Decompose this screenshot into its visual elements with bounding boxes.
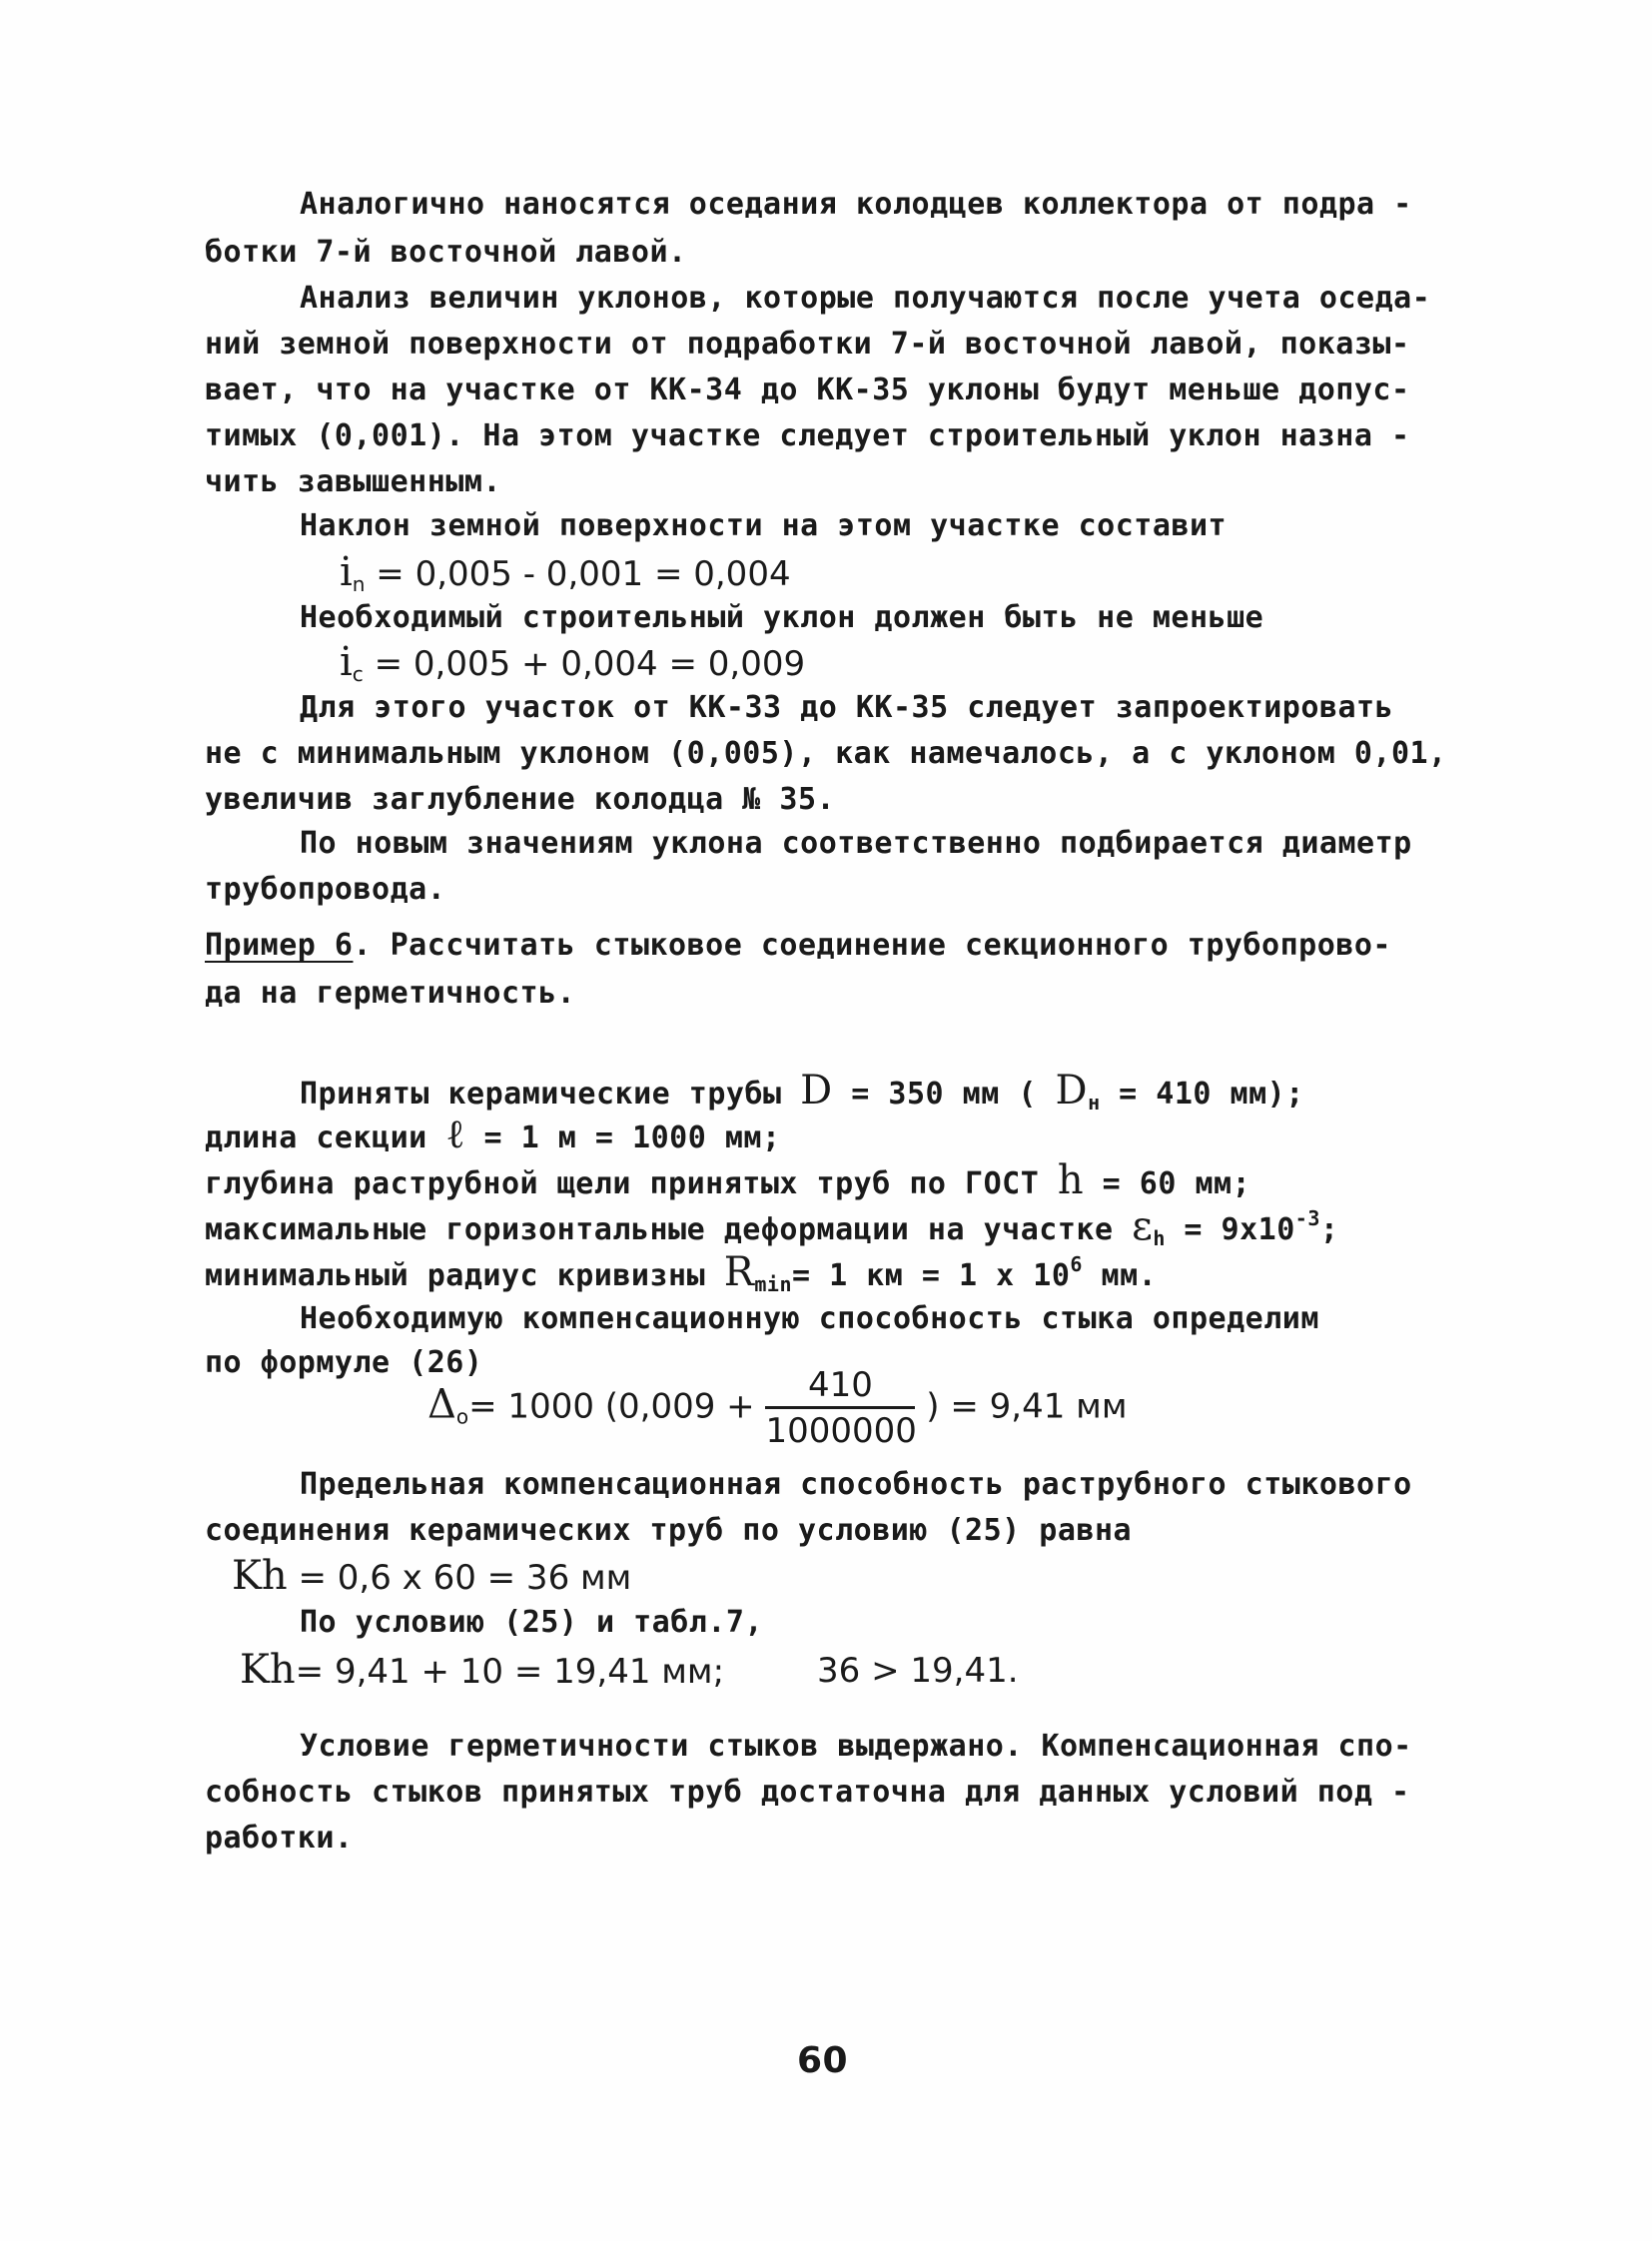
data-line-radius: минимальный радиус кривизны $R_{min}= 1$ км = 1 х $10^6$ мм.: [205, 1249, 1158, 1296]
limit-formula: Kh = 0,6 х 60 = 36 мм: [232, 1553, 632, 1599]
text-line: трубопровода.: [205, 872, 446, 907]
page-number: 60: [797, 2040, 849, 2081]
fraction-bar: [765, 1406, 915, 1409]
text-line: увеличив заглубление колодца № 35.: [205, 782, 836, 817]
data-line-pipes: Приняты керамические трубы D = 350 мм ( $D_н = 410$ мм);: [300, 1068, 1304, 1115]
condition-formula: Kh= 9,41 + 10 = 19,41 мм;: [240, 1647, 725, 1693]
text-line: Анализ величин уклонов, которые получаются после учета оседа-: [300, 281, 1431, 316]
text-line: Предельная компенсационная способность раструбного стыкового: [300, 1467, 1412, 1502]
text-line: Аналогично наносятся оседания колодцев коллектора от подра -: [300, 187, 1412, 222]
text-line: по формуле (26): [205, 1345, 483, 1380]
text-line: Необходимую компенсационную способность стыка определим: [300, 1301, 1319, 1336]
data-line-length: длина секции ℓ = 1 м = 1000 мм;: [205, 1112, 781, 1157]
compensation-formula: $\Delta_о= 1000$ (0,009 + $\frac{410}{1000000}$ ) = 9,41 мм: [427, 1365, 1128, 1451]
data-line-deformation: максимальные горизонтальные деформации на участке $\varepsilon_h = 9x10^{-3}$;: [205, 1203, 1339, 1250]
text-line: не с минимальным уклоном (0,005), как намечалось, а с уклоном 0,01,: [205, 736, 1447, 771]
data-line-depth: глубина раструбной щели принятых труб по ГОСТ h = 60 мм;: [205, 1157, 1251, 1203]
text-line: Условие герметичности стыков выдержано. Компенсационная спо-: [300, 1729, 1412, 1764]
text-line: соединения керамических труб по условию (25) равна: [205, 1513, 1133, 1548]
text-line: Для этого участок от КК-33 до КК-35 следует запроектировать: [300, 690, 1394, 725]
text-line: работки.: [205, 1821, 354, 1856]
text-line: ботки 7-й восточной лавой.: [205, 235, 687, 270]
text-line: Наклон земной поверхности на этом участке составит: [300, 508, 1228, 543]
required-slope-formula: $i_c = 0,005 + 0,004 = 0,009$: [340, 639, 806, 686]
slope-formula: $i_n = 0,005 - 0,001 = 0,004$: [340, 549, 791, 596]
example-heading-cont: да на герметичность.: [205, 976, 576, 1011]
text-line: По новым значениям уклона соответственно подбирается диаметр: [300, 826, 1412, 861]
text-line: ний земной поверхности от подработки 7-й восточной лавой, показы-: [205, 327, 1410, 362]
comparison-result: 36 > 19,41.: [817, 1651, 1019, 1691]
example-heading: Пример 6. Рассчитать стыковое соединение секционного трубопрово-: [205, 928, 1391, 963]
example-label: Пример 6: [205, 928, 354, 963]
text-line: Необходимый строительный уклон должен быть не меньше: [300, 600, 1264, 635]
fraction: $\frac{410}{1000000}$: [765, 1365, 917, 1451]
text-line: вает, что на участке от КК-34 до КК-35 уклоны будут меньше допус-: [205, 373, 1410, 407]
text-line: собность стыков принятых труб достаточна для данных условий под -: [205, 1775, 1410, 1810]
text-line: чить завышенным.: [205, 464, 501, 499]
text-line: По условию (25) и табл.7,: [300, 1605, 764, 1640]
text-line: тимых (0,001). На этом участке следует строительный уклон назна -: [205, 418, 1410, 453]
